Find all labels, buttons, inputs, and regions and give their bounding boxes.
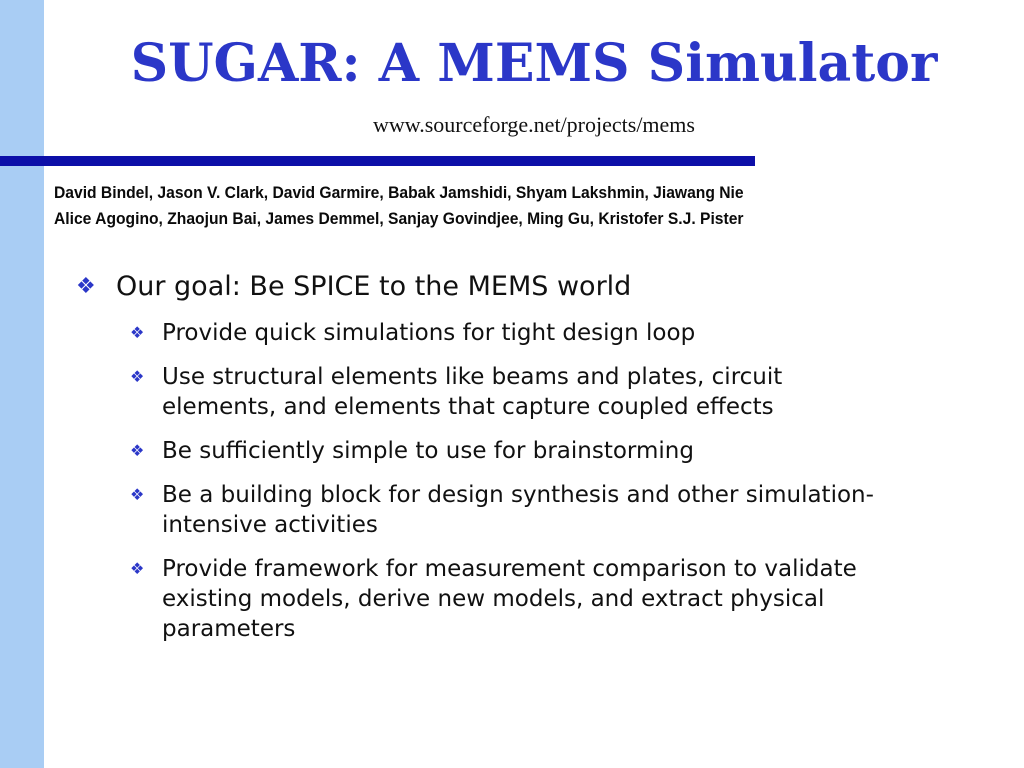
diamond-bullet-icon: ❖ [130, 485, 145, 504]
diamond-bullet-icon: ❖ [76, 274, 96, 299]
left-accent-band [0, 0, 44, 768]
authors-line-2: Alice Agogino, Zhaojun Bai, James Demmel, Sanjay Govindjee, Ming Gu, Kristofer S.J. Pister [54, 209, 744, 228]
sub-bullet [130, 362, 986, 422]
diamond-bullet-icon: ❖ [130, 323, 145, 342]
slide-title: SUGAR: A MEMS Simulator [130, 33, 938, 94]
sub-bullet [130, 436, 986, 466]
project-url: www.sourceforge.net/projects/mems [373, 112, 695, 137]
authors-line-1: David Bindel, Jason V. Clark, David Garmire, Babak Jamshidi, Shyam Lakshmin, Jiawang Nie [54, 183, 744, 202]
sub-bullet [130, 318, 986, 348]
title-divider [0, 156, 755, 166]
authors-block [54, 180, 937, 232]
sub-bullet-text: Use structural elements like beams and plates, circuit elements, and elements that capture coupled effects [162, 364, 783, 420]
main-bullet-text: Our goal: Be SPICE to the MEMS world [116, 271, 632, 302]
sub-bullet-text: Provide framework for measurement comparison to validate existing models, derive new models, and extract physical parameters [162, 556, 857, 642]
diamond-bullet-icon: ❖ [130, 367, 145, 386]
main-bullet [76, 270, 986, 304]
diamond-bullet-icon: ❖ [130, 559, 145, 578]
bullet-list [76, 270, 986, 658]
sub-bullet-text: Be a building block for design synthesis and other simulation-intensive activities [162, 482, 874, 538]
sub-bullet [130, 480, 986, 540]
sub-bullet-text: Be sufficiently simple to use for brainstorming [162, 438, 694, 464]
sub-bullet-text: Provide quick simulations for tight design loop [162, 320, 696, 346]
diamond-bullet-icon: ❖ [130, 441, 145, 460]
sub-bullet [130, 554, 986, 644]
